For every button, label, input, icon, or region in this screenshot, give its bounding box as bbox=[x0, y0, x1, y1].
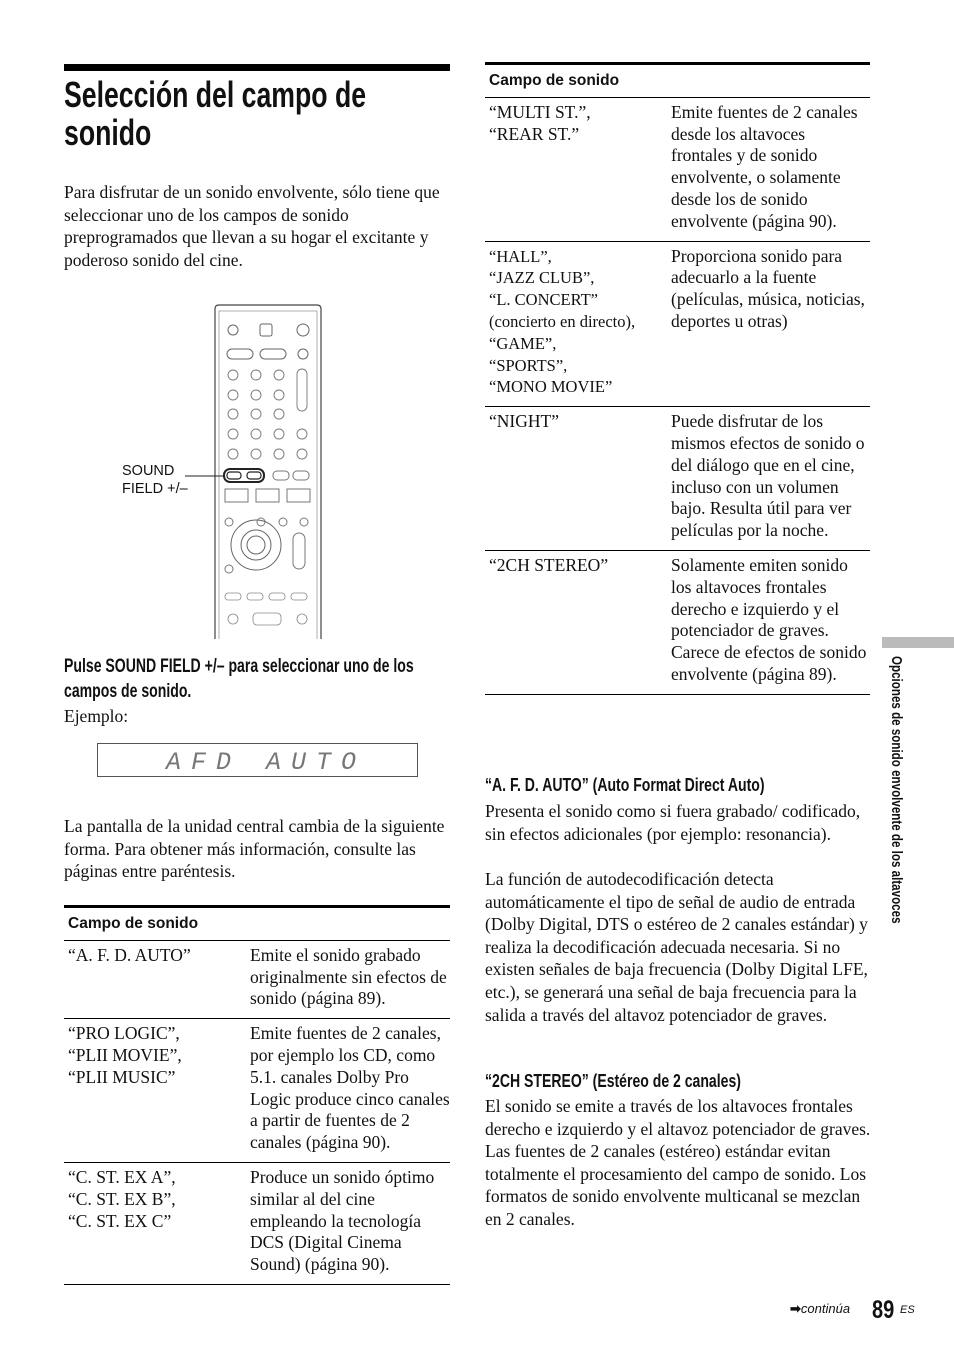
field-desc: Puede disfrutar de los mismos efectos de sonido o del diálogo que en el cine, incluso con un volumen bajo. Resulta útil para ver películas por la noche. bbox=[671, 411, 865, 541]
table-row bbox=[64, 940, 450, 1018]
page-language-suffix: ES bbox=[900, 1304, 915, 1316]
instruction-heading: Pulse SOUND FIELD +/– para seleccionar uno de los campos de sonido. bbox=[64, 656, 414, 702]
remote-leader-line bbox=[185, 462, 230, 492]
sound-field-label: SOUND FIELD +/– bbox=[122, 463, 188, 497]
sidebar-tab bbox=[882, 637, 954, 648]
stereo-paragraph: El sonido se emite a través de los altavoces frontales derecho e izquierdo y el altavoz potenciador de graves. Las fuentes de 2 canales (estéreo) estándar evitan totalmente el procesamiento del campo de sonido. Los formatos de sonido envolvente multicanal se mezclan en 2 canales. bbox=[485, 1096, 871, 1229]
continua-label: ➡continúa bbox=[790, 1301, 851, 1316]
page-title: Selección del campo de sonido bbox=[64, 74, 367, 153]
sound-field-table-left bbox=[64, 905, 450, 1285]
afd-heading: “A. F. D. AUTO” (Auto Format Direct Auto) bbox=[485, 775, 765, 795]
field-name: “MULTI ST.”, “REAR ST.” bbox=[489, 101, 591, 144]
sound-field-table-right bbox=[485, 62, 870, 695]
example-label: Ejemplo: bbox=[64, 706, 129, 726]
field-desc: Proporciona sonido para adecuarlo a la fuente (películas, música, noticias, deportes u otras) bbox=[671, 245, 865, 331]
field-name: “C. ST. EX A”, “C. ST. EX B”, “C. ST. EX C” bbox=[68, 1166, 176, 1231]
table-row bbox=[64, 1019, 450, 1163]
afd-paragraph-1: Presenta el sonido como si fuera grabado/ codificado, sin efectos adicionales (por ejemplo: resonancia). bbox=[485, 801, 861, 844]
field-desc: Produce un sonido óptimo similar al del cine empleando la tecnología DCS (Digital Cinema Sound) (página 90). bbox=[250, 1166, 435, 1275]
table-row bbox=[485, 97, 870, 241]
field-name: “PRO LOGIC”, “PLII MOVIE”, “PLII MUSIC” bbox=[68, 1023, 182, 1087]
field-desc: Solamente emiten sonido los altavoces frontales derecho e izquierdo y el potenciador de graves. Carece de efectos de sonido envolvente (página 89). bbox=[671, 554, 867, 684]
table-row bbox=[485, 550, 870, 694]
display-text: AFD AUTO bbox=[166, 748, 367, 777]
table-row bbox=[485, 407, 870, 551]
field-name: “A. F. D. AUTO” bbox=[68, 944, 191, 965]
pantalla-paragraph: La pantalla de la unidad central cambia de la siguiente forma. Para obtener más información, consulte las páginas entre paréntesis. bbox=[64, 816, 445, 882]
stereo-heading: “2CH STEREO” (Estéreo de 2 canales) bbox=[485, 1071, 741, 1091]
title-rule bbox=[64, 64, 450, 71]
page-number: 89 bbox=[872, 1296, 895, 1324]
field-desc: Emite fuentes de 2 canales desde los altavoces frontales y de sonido envolvente, o solamente desde los de sonido envolvente (página 90). bbox=[671, 101, 858, 231]
field-desc: Emite fuentes de 2 canales, por ejemplo los CD, como 5.1. canales Dolby Pro Logic produce cinco canales a partir de fuentes de 2 canales (página 90). bbox=[250, 1023, 450, 1153]
display-example bbox=[97, 743, 418, 777]
field-name: “HALL”, “JAZZ CLUB”, “L. CONCERT” (concierto en directo), “GAME”, “SPORTS”, “MONO MOVIE” bbox=[489, 246, 636, 397]
table-header: Campo de sonido bbox=[489, 72, 620, 89]
sidebar-section-title: Opciones de sonido envolvente de los altavoces bbox=[888, 656, 904, 924]
afd-paragraph-2: La función de autodecodificación detecta automáticamente el tipo de señal de audio de entrada (Dolby Digital, DTS o estéreo de 2 canales estándar) y realiza la decodificación adecuada necesaria. Si no existen señales de baja frecuencia (Dolby Digital LFE, etc.), se generará una señal de baja frecuencia para la salida a través del altavoz potenciador de graves. bbox=[485, 869, 868, 1025]
field-desc: Emite el sonido grabado originalmente sin efectos de sonido (página 89). bbox=[250, 944, 447, 1009]
field-name: “NIGHT” bbox=[489, 411, 559, 432]
intro-paragraph: Para disfrutar de un sonido envolvente, sólo tiene que seleccionar uno de los campos de sonido preprogramados que llevan a su hogar el excitante y poderoso sonido del cine. bbox=[64, 182, 440, 270]
arrow-right-icon: ➡ bbox=[790, 1301, 801, 1316]
table-row bbox=[64, 1162, 450, 1284]
field-name: “2CH STEREO” bbox=[489, 554, 609, 575]
table-row bbox=[485, 241, 870, 407]
table-header: Campo de sonido bbox=[68, 915, 199, 932]
